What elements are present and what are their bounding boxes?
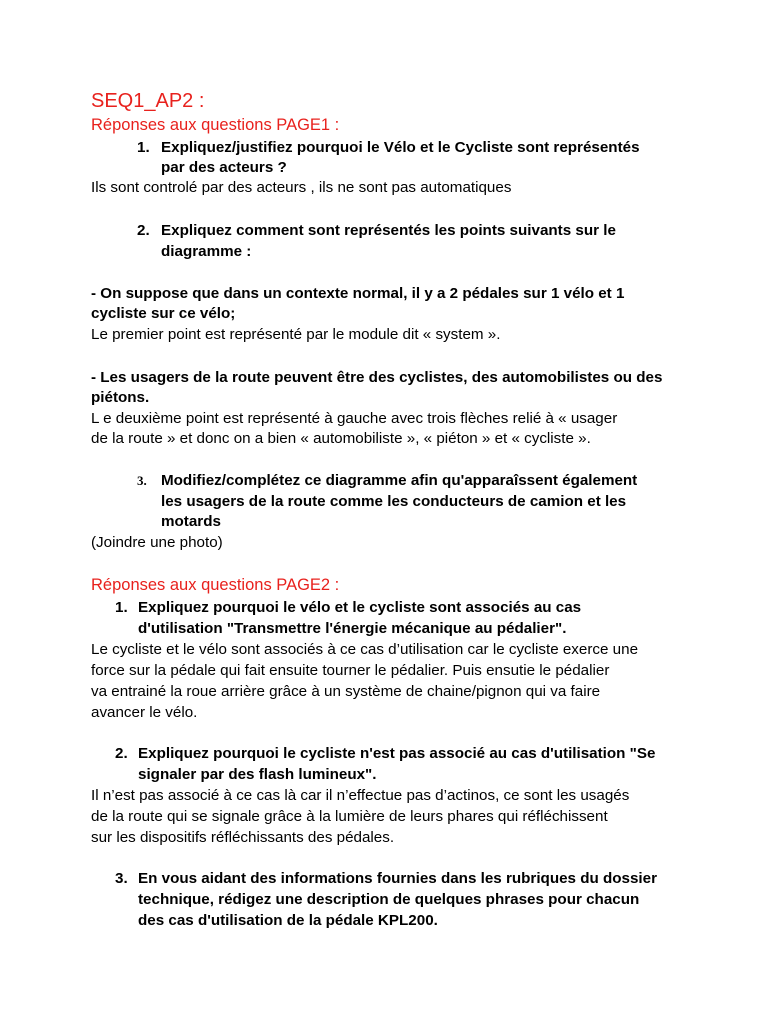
page2-q2-line2: signaler par des flash lumineux". — [138, 766, 377, 783]
page2-q2-number: 2. — [115, 745, 128, 762]
page1-q2-line2: diagramme : — [161, 243, 252, 260]
page2-heading: Réponses aux questions PAGE2 : — [91, 576, 340, 594]
page2-q3-line2: technique, rédigez une description de quelques phrases pour chacun — [138, 891, 640, 908]
page2-q1-answer-line2: force sur la pédale qui fait ensuite tourner le pédalier. Puis ensutie le pédalier — [91, 662, 610, 679]
page1-q3-number: 3. — [137, 473, 147, 488]
page1-q2-point1-answer: Le premier point est représenté par le module dit « system ». — [91, 326, 501, 343]
page1-q3-line2: les usagers de la route comme les conducteurs de camion et les — [161, 493, 627, 510]
page2-q3-line3: des cas d'utilisation de la pédale KPL200. — [138, 912, 438, 929]
page2-q1-number: 1. — [115, 599, 128, 616]
page1-q2-line1: Expliquez comment sont représentés les points suivants sur le — [161, 222, 616, 239]
page1-q2-point2-line1: - Les usagers de la route peuvent être des cyclistes, des automobilistes ou des — [91, 369, 663, 386]
page1-q1-line1: Expliquez/justifiez pourquoi le Vélo et le Cycliste sont représentés — [161, 139, 640, 156]
page1-q2-point1-line1: - On suppose que dans un contexte normal, il y a 2 pédales sur 1 vélo et 1 — [91, 285, 625, 302]
page2-q2-line1: Expliquez pourquoi le cycliste n'est pas associé au cas d'utilisation "Se — [138, 745, 656, 762]
page2-q1-answer-line3: va entrainé la roue arrière grâce à un système de chaine/pignon qui va faire — [91, 683, 601, 700]
page2-q3-line1: En vous aidant des informations fournies dans les rubriques du dossier — [138, 870, 658, 887]
page1-q2-number: 2. — [137, 222, 150, 239]
page2-q2-answer-line1: Il n’est pas associé à ce cas là car il n’effectue pas d’actinos, ce sont les usagés — [91, 787, 630, 804]
page1-q2-point2-answer-line1: L e deuxième point est représenté à gauche avec trois flèches relié à « usager — [91, 410, 618, 427]
document-title: SEQ1_AP2 : — [91, 90, 205, 112]
page1-q3-line3: motards — [161, 513, 221, 530]
page1-q2-point2-line2: piétons. — [91, 389, 150, 406]
page2-q1-line2: d'utilisation "Transmettre l'énergie mécanique au pédalier". — [138, 620, 567, 637]
page1-heading: Réponses aux questions PAGE1 : — [91, 116, 340, 134]
page1-q3-answer: (Joindre une photo) — [91, 534, 223, 551]
page2-q3-number: 3. — [115, 870, 128, 887]
page1-q1-number: 1. — [137, 139, 150, 156]
page1-q1-line2: par des acteurs ? — [161, 159, 287, 176]
page1-q2-point1-line2: cycliste sur ce vélo; — [91, 305, 236, 322]
page2-q2-answer-line2: de la route qui se signale grâce à la lumière de leurs phares qui réfléchissent — [91, 808, 608, 825]
page2-q2-answer-line3: sur les dispositifs réfléchissants des pédales. — [91, 829, 395, 846]
page1-q2-point2-answer-line2: de la route » et donc on a bien « automobiliste », « piéton » et « cycliste ». — [91, 430, 591, 447]
page1-q1-answer: Ils sont controlé par des acteurs , ils ne sont pas automatiques — [91, 179, 512, 196]
page2-q1-answer-line1: Le cycliste et le vélo sont associés à ce cas d’utilisation car le cycliste exerce une — [91, 641, 639, 658]
page1-q3-line1: Modifiez/complétez ce diagramme afin qu'apparaîssent également — [161, 472, 638, 489]
page2-q1-line1: Expliquez pourquoi le vélo et le cycliste sont associés au cas — [138, 599, 582, 616]
page2-q1-answer-line4: avancer le vélo. — [91, 704, 198, 721]
